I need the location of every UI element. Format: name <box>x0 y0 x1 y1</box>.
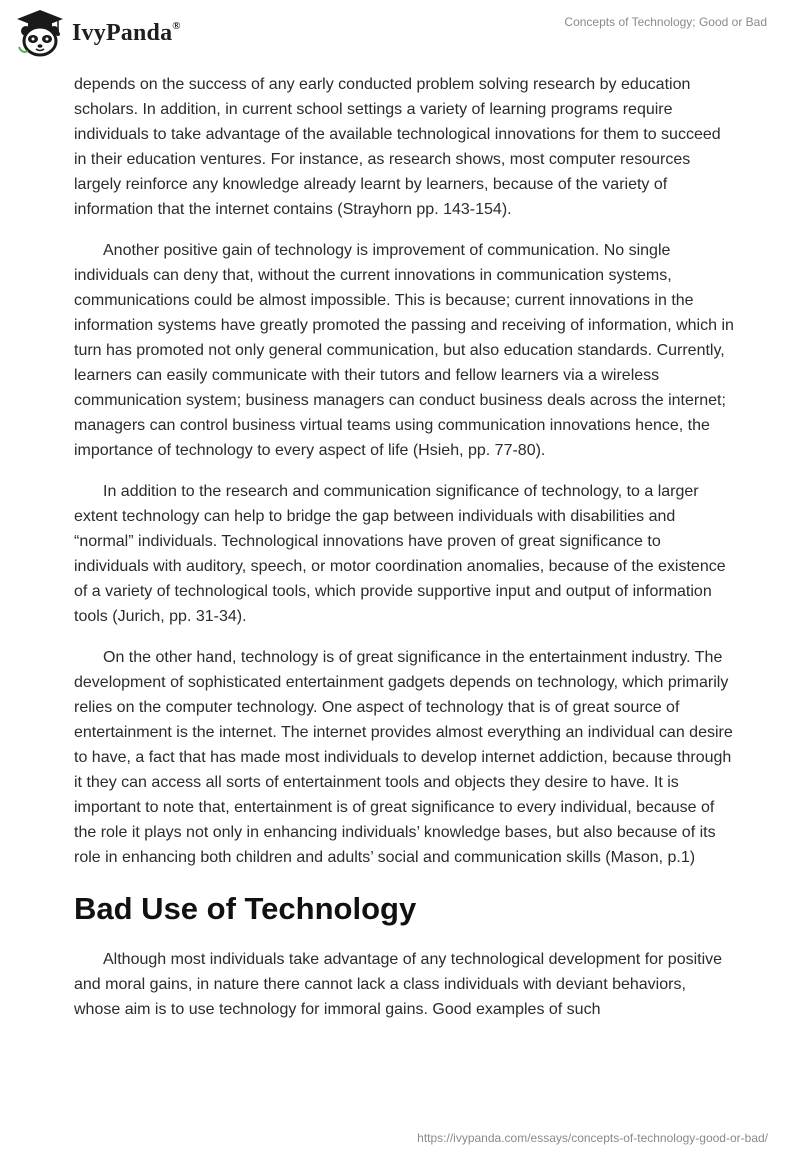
source-url[interactable]: https://ivypanda.com/essays/concepts-of-technology-good-or-bad/ <box>417 1131 768 1145</box>
page-header <box>0 0 800 70</box>
paragraph: depends on the success of any early conducted problem solving research by education scholars. In addition, in current school settings a variety of learning programs require individuals to take advantage of the available technological innovations for them to succeed in their education ventures. For instance, as research shows, most computer resources largely reinforce any knowledge already learnt by learners, because of the variety of information that the internet contains (Strayhorn pp. 143-154). <box>74 76 721 218</box>
section-heading: Bad Use of Technology <box>74 891 417 926</box>
essay-body <box>74 72 734 1038</box>
paragraph: In addition to the research and communication significance of technology, to a larger extent technology can help to bridge the gap between individuals with disabilities and “normal” individuals. Technological innovations have proven of great significance to individuals with auditory, speech, or motor coordination anomalies, because of the existence of a variety of technological tools, which provide supportive input and output of information tools (Jurich, pp. 31-34). <box>74 483 726 625</box>
document-title: Concepts of Technology; Good or Bad <box>564 15 767 29</box>
paragraph: Another positive gain of technology is improvement of communication. No single individuals can deny that, without the current innovations in communication systems, communications could be almost impossible. This is because; current innovations in the information systems have greatly promoted the passing and receiving of information, which in turn has promoted not only general communication, but also education standards. Currently, learners can easily communicate with their tutors and fellow learners via a wireless communication system; business managers can conduct business deals across the internet; managers can control business virtual teams using communication innovations hence, the importance of technology to every aspect of life (Hsieh, pp. 77-80). <box>74 242 734 459</box>
paragraph: Although most individuals take advantage of any technological development for positive and moral gains, in nature there cannot lack a class individuals with deviant behaviors, whose aim is to use technology for immoral gains. Good examples of such <box>74 951 723 1018</box>
brand-logo[interactable] <box>14 7 181 59</box>
paragraph: On the other hand, technology is of great significance in the entertainment industry. The development of sophisticated entertainment gadgets depends on technology, which primarily relies on the computer technology. One aspect of technology that is of great source of entertainment is the internet. The internet provides almost everything an individual can desire to have, a fact that has made most individuals to develop internet addiction, because through it they can access all sorts of entertainment tools and objects they desire to have. It is important to note that, entertainment is of great significance to every individual, because of the role it plays not only in enhancing individuals’ knowledge bases, but also because of its role in enhancing both children and adults’ social and communication skills (Mason, p.1) <box>74 649 733 866</box>
panda-graduate-icon <box>14 7 66 59</box>
brand-name: IvyPanda® <box>72 19 181 46</box>
